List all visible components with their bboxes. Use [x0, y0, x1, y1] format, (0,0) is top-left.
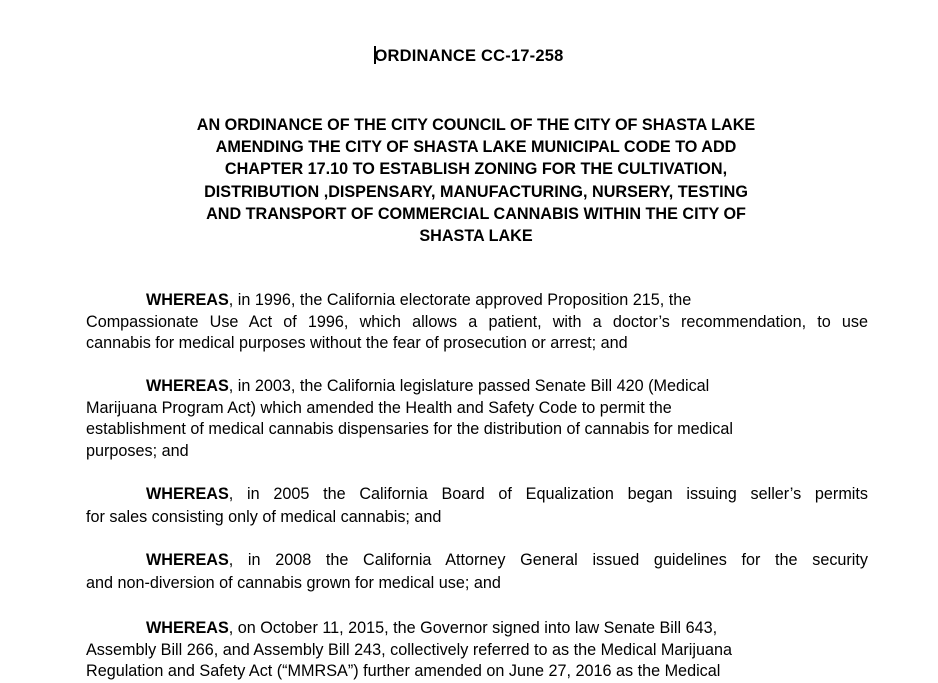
title-line: DISTRIBUTION ,DISPENSARY, MANUFACTURING, NURSERY, TESTING	[204, 182, 748, 201]
paragraph-line: Assembly Bill 266, and Assembly Bill 243, collectively referred to as the Medical Marijuana	[86, 640, 732, 659]
whereas-paragraph	[86, 618, 868, 683]
paragraph-line: Regulation and Safety Act (“MMRSA”) further amended on June 27, 2016 as the Medical	[86, 662, 721, 681]
title-line: AN ORDINANCE OF THE CITY COUNCIL OF THE CITY OF SHASTA LAKE	[196, 116, 756, 134]
whereas-paragraph	[86, 290, 868, 355]
paragraph-line: cannabis for medical purposes without the fear of prosecution or arrest; and	[86, 334, 628, 353]
whereas-label: WHEREAS	[146, 485, 229, 503]
paragraph-line: for sales consisting only of medical cannabis; and	[86, 507, 442, 526]
ordinance-number	[0, 46, 938, 66]
paragraph-line: purposes; and	[86, 441, 189, 460]
ordinance-title	[150, 114, 802, 247]
paragraph-line: and non-diversion of cannabis grown for medical use; and	[86, 573, 501, 592]
paragraph-line	[86, 376, 868, 398]
paragraph-line	[86, 290, 868, 312]
paragraph-line	[86, 618, 868, 640]
title-line: AMENDING THE CITY OF SHASTA LAKE MUNICIPAL CODE TO ADD	[215, 138, 737, 157]
ordinance-number-text: ORDINANCE CC-17-258	[374, 47, 564, 65]
paragraph-text: , in 2008 the California Attorney General issued guidelines for the security	[228, 551, 868, 569]
paragraph-text: , in 2005 the California Board of Equalization began issuing seller’s permits	[228, 485, 868, 503]
whereas-label: WHEREAS	[146, 551, 229, 569]
whereas-label: WHEREAS	[146, 291, 229, 309]
whereas-label: WHEREAS	[146, 619, 229, 637]
paragraph-line: Marijuana Program Act) which amended the Health and Safety Code to permit the	[86, 398, 672, 417]
paragraph-text: , in 1996, the California electorate approved Proposition 215, the	[228, 291, 692, 309]
paragraph-line	[86, 550, 868, 572]
paragraph-line: establishment of medical cannabis dispensaries for the distribution of cannabis for medical	[86, 420, 733, 439]
title-line: AND TRANSPORT OF COMMERCIAL CANNABIS WITHIN THE CITY OF	[206, 204, 746, 223]
whereas-label: WHEREAS	[146, 377, 229, 395]
paragraph-line: Compassionate Use Act of 1996, which allows a patient, with a doctor’s recommendation, to use	[86, 312, 868, 331]
paragraph-text: , on October 11, 2015, the Governor signed into law Senate Bill 643,	[228, 619, 718, 637]
whereas-paragraph	[86, 550, 868, 594]
paragraph-text: , in 2003, the California legislature passed Senate Bill 420 (Medical	[228, 377, 710, 395]
paragraph-line	[86, 484, 868, 506]
title-line: SHASTA LAKE	[419, 227, 533, 246]
whereas-paragraph	[86, 376, 868, 462]
title-line: CHAPTER 17.10 TO ESTABLISH ZONING FOR THE CULTIVATION,	[224, 160, 728, 179]
whereas-paragraph	[86, 484, 868, 528]
